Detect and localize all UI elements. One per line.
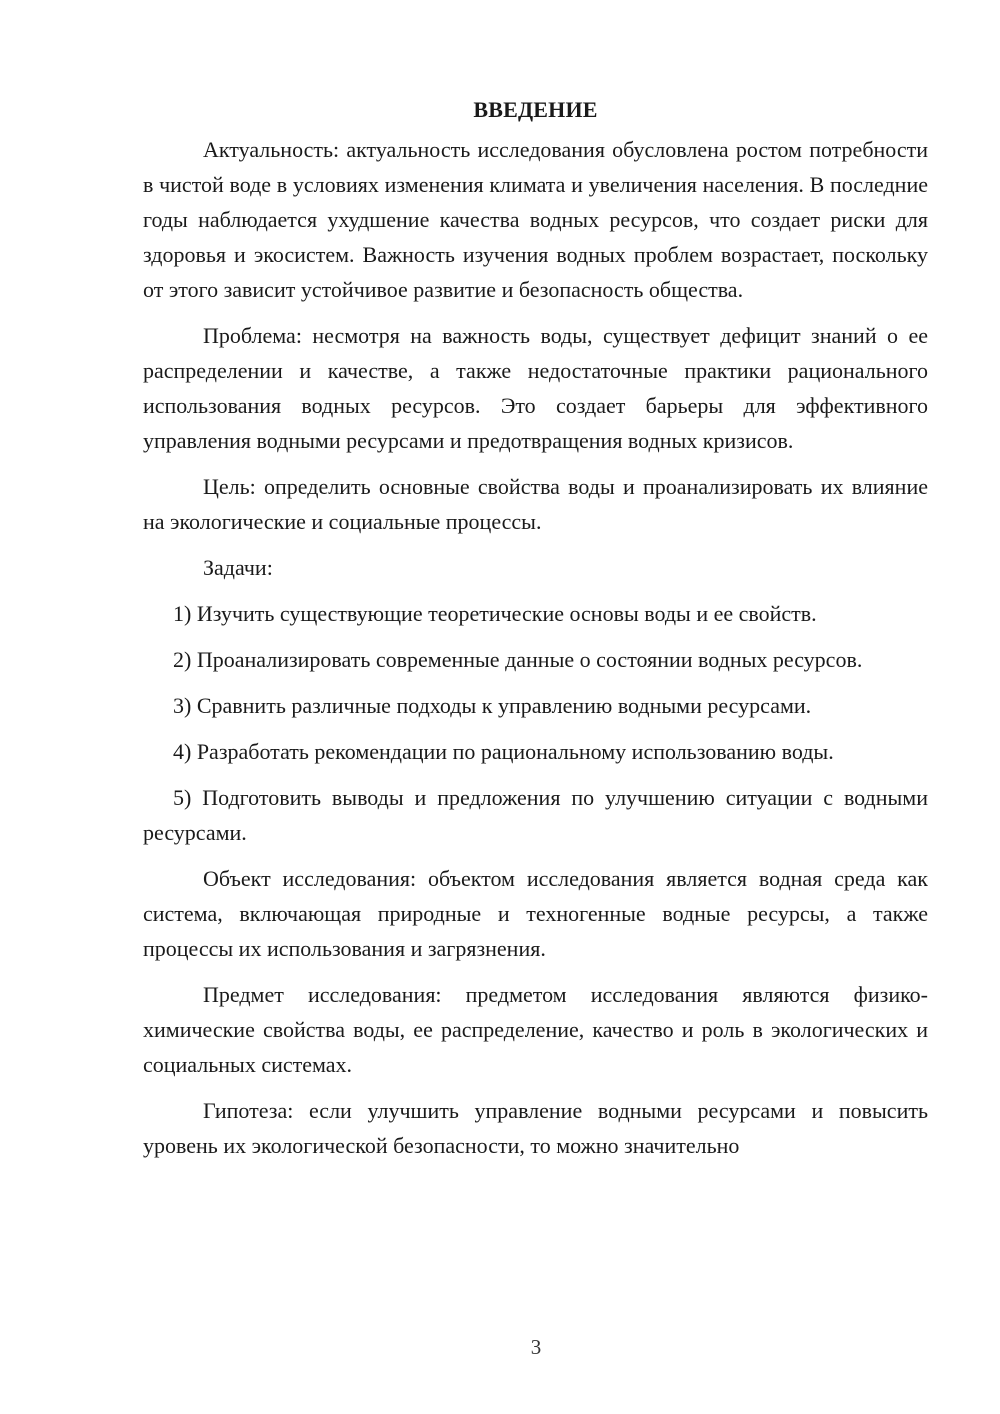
paragraph-problem: Проблема: несмотря на важность воды, существует дефицит знаний о ее распределении и качестве, а также недостаточные практики рационального использования водных ресурсов. Это создает барьеры для эффективного управления водными ресурсами и предотвращения водных кризисов. bbox=[143, 323, 928, 453]
task-item-2: 2) Проанализировать современные данные о состоянии водных ресурсов. bbox=[173, 647, 863, 672]
page-content bbox=[143, 92, 928, 1174]
task-item-5: 5) Подготовить выводы и предложения по улучшению ситуации с водными ресурсами. bbox=[143, 785, 928, 845]
section-title: ВВЕДЕНИЕ bbox=[473, 97, 598, 122]
paragraph-goal: Цель: определить основные свойства воды и проанализировать их влияние на экологические и социальные процессы. bbox=[143, 474, 928, 534]
task-item-4: 4) Разработать рекомендации по рациональному использованию воды. bbox=[173, 739, 834, 764]
paragraph-relevance: Актуальность: актуальность исследования обусловлена ростом потребности в чистой воде в условиях изменения климата и увеличения населения. В последние годы наблюдается ухудшение качества водных ресурсов, что создает риски для здоровья и экосистем. Важность изучения водных проблем возрастает, поскольку от этого зависит устойчивое развитие и безопасность общества. bbox=[143, 137, 928, 302]
page-number: 3 bbox=[530, 1335, 542, 1359]
paragraph-object: Объект исследования: объектом исследования является водная среда как система, включающая природные и техногенные водные ресурсы, а также процессы их использования и загрязнения. bbox=[143, 866, 928, 961]
paragraph-hypothesis: Гипотеза: если улучшить управление водными ресурсами и повысить уровень их экологической безопасности, то можно значительно bbox=[143, 1098, 928, 1158]
task-item-3: 3) Сравнить различные подходы к управлению водными ресурсами. bbox=[173, 693, 812, 718]
paragraph-subject: Предмет исследования: предметом исследования являются физико-химические свойства воды, ее распределение, качество и роль в экологических и социальных системах. bbox=[143, 982, 928, 1077]
tasks-heading: Задачи: bbox=[203, 555, 273, 580]
task-item-1: 1) Изучить существующие теоретические основы воды и ее свойств. bbox=[173, 601, 817, 626]
